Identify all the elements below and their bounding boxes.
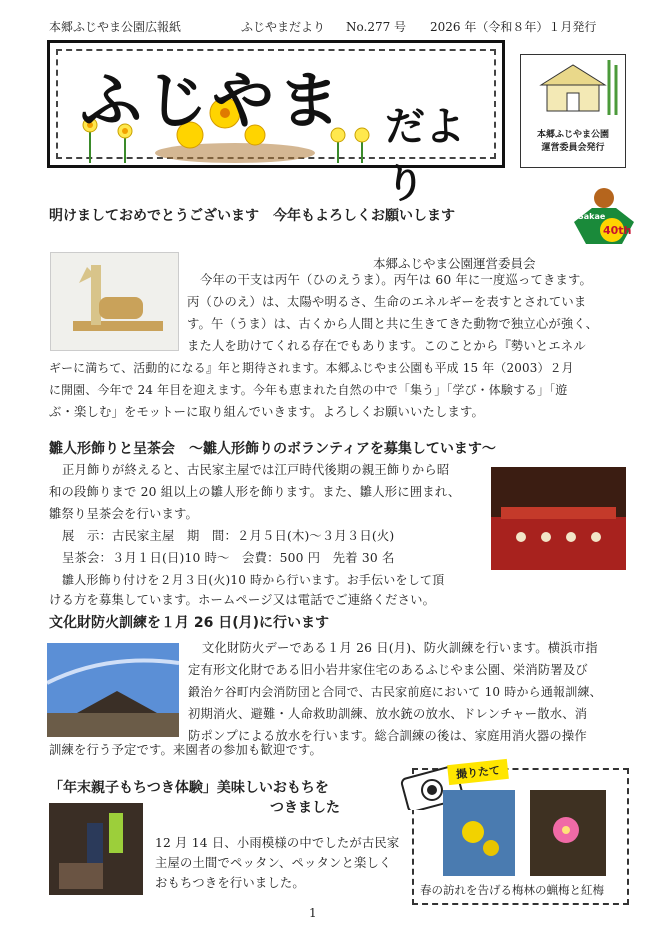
- article1-line-2: 丙（ひのえ）は、太陽や明るさ、生命のエネルギーを表すとされていま: [187, 295, 587, 309]
- article1-line-6: に開園、今年で 24 年目を迎えます。今年も恵まれた自然の中で「集う」「学び・体験する」「遊: [49, 383, 568, 397]
- committee-badge: [520, 54, 626, 168]
- article2-line-4: 展 示：古民家主屋 期 間：２月５日(木)～３月３日(火): [62, 529, 395, 543]
- mascot-40th: 40th: [603, 224, 632, 237]
- article4-line-2: 主屋の土間でペッタン、ペッタンと楽しく: [155, 856, 392, 870]
- article2-line-7: ける方を募集しています。ホームページ又は電話でご連絡ください。: [49, 593, 436, 607]
- issue-number: No.277 号: [346, 20, 407, 34]
- article1-line-7: ぶ・楽しむ」をモットーに取り組んでいきます。よろしくお願いいたします。: [49, 405, 485, 419]
- mascot: [572, 184, 636, 250]
- paper-name: ふじやまだより: [241, 20, 326, 34]
- horse-ornament-photo: [50, 252, 179, 351]
- article3-line-4: 初期消火、避難・人命救助訓練、放水銃の放水、ドレンチャー散水、消: [188, 707, 588, 721]
- article3-line-6: 訓練を行う予定です。来園者の参加も歓迎です。: [49, 743, 322, 757]
- article4-line-3: おもちつきを行いました。: [155, 876, 305, 890]
- article3-line-1: 文化財防火デーである１月 26 日(月)、防火訓練を行います。横浜市指: [202, 641, 598, 655]
- photo-tag: 撮りたて: [447, 759, 509, 785]
- article2-line-3: 雛祭り呈茶会を行います。: [49, 507, 198, 521]
- hina-dolls-photo: [491, 467, 626, 570]
- article3-line-5: 防ポンプによる放水を行います。総合訓練の後は、家庭用消火器の操作: [188, 729, 587, 743]
- mochi-photo: [49, 803, 143, 895]
- mascot-label: Sakae: [578, 212, 606, 221]
- publisher-label: 本郷ふじやま公園広報紙: [49, 20, 182, 34]
- article2-heading: 雛人形飾りと呈茶会 ～雛人形飾りのボランティアを募集しています～: [49, 441, 496, 457]
- article2-line-1: 正月飾りが終えると、古民家主屋では江戸時代後期の親王飾りから昭: [62, 463, 450, 477]
- house-icon: [521, 55, 625, 125]
- article3-heading: 文化財防火訓練を１月 26 日(月)に行います: [49, 615, 330, 631]
- article1-line-3: す。午（うま）は、古くから人間と共に生きてきた動物で独立心が強く、: [187, 317, 599, 331]
- article1-heading: 明けましておめでとうございます 今年もよろしくお願いします: [49, 208, 455, 224]
- title-logo: ふじやま: [80, 64, 345, 137]
- plum-photo: [530, 790, 606, 876]
- title-frame: [47, 40, 505, 207]
- fire-drill-photo: [47, 643, 179, 737]
- article2-line-2: 和の段飾りまで 20 組以上の雛人形を飾ります。また、雛人形に囲まれ、: [49, 485, 461, 499]
- committee-label: 本郷ふじやま公園 運営委員会発行: [536, 130, 609, 153]
- article4-line-1: 12 月 14 日、小雨模様の中でしたが古民家: [155, 836, 400, 850]
- article3-line-2: 定有形文化財である旧小岩井家住宅のあるふじやま公園、栄消防署及び: [188, 663, 588, 677]
- article1-byline: 本郷ふじやま公園運営委員会: [373, 256, 536, 271]
- article1-line-4: また人を助けてくれる存在でもあります。このことから『勢いとエネル: [187, 339, 586, 353]
- wintersweet-photo: [443, 790, 515, 876]
- article4-heading-line2: つきました: [270, 800, 340, 816]
- title-logo-sub: だより: [385, 104, 465, 207]
- article2-line-6: 雛人形飾り付けを２月３日(火)10 時から行います。お手伝いをして頂: [62, 573, 445, 587]
- article4-heading-line1: 「年末親子もちつき体験」美味しいおもちを: [49, 780, 329, 796]
- article1-line-1: 今年の干支は丙午（ひのえうま）。丙午は 60 年に一度巡ってきます。: [200, 273, 593, 287]
- article1-line-5: ギーに満ちて、活動的になる』年と期待されます。本郷ふじやま公園も平成 15 年（2003）２月: [49, 361, 574, 375]
- article2-line-5: 呈茶会：３月１日(日)10 時～ 会費：500 円 先着 30 名: [62, 551, 395, 565]
- photo-caption: 春の訪れを告げる梅林の蝋梅と紅梅: [420, 883, 604, 897]
- issue-date: 2026 年（令和８年）１月発行: [430, 20, 597, 34]
- article3-line-3: 鍛治ケ谷町内会消防団と合同で、古民家前庭において 10 時から通報訓練、: [188, 685, 602, 699]
- page-number: 1: [309, 906, 317, 920]
